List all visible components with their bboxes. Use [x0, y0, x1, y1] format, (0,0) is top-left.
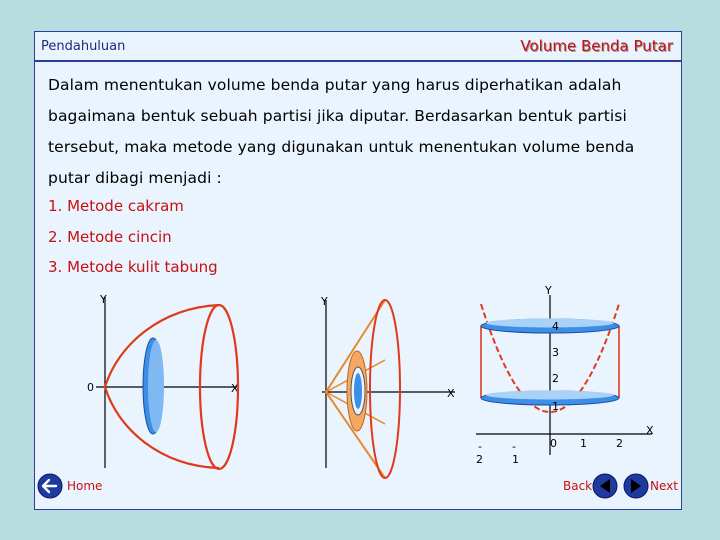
- figure-disk-method: [87, 293, 239, 469]
- y-axis-label: Y: [321, 295, 328, 308]
- home-button-label[interactable]: Home: [67, 479, 103, 493]
- x-tick: 2: [616, 437, 623, 450]
- bottom-ring-face: [486, 391, 614, 400]
- method-item: 3. Metode kulit tabung: [48, 258, 218, 276]
- x-axis-label: X: [646, 424, 654, 437]
- top-ring-face: [486, 319, 614, 328]
- origin-label: 0: [87, 381, 94, 394]
- x-axis-label: X: [447, 387, 455, 400]
- figure-washer-method: [320, 295, 455, 478]
- y-tick: 1: [552, 400, 559, 413]
- y-axis-label: Y: [545, 284, 552, 297]
- x-tick-minus-sign: -: [512, 440, 516, 453]
- slide-title: Volume Benda Putar: [520, 37, 673, 55]
- home-button-icon[interactable]: [38, 474, 62, 498]
- back-button-icon[interactable]: [593, 474, 617, 498]
- x-tick: 2: [476, 453, 483, 466]
- x-tick-minus-sign: -: [478, 440, 482, 453]
- y-tick: 4: [552, 320, 559, 333]
- x-axis-label: X: [231, 382, 239, 395]
- x-tick: 0: [550, 437, 557, 450]
- disk-face: [148, 340, 164, 432]
- washer-inner-band: [354, 373, 362, 409]
- y-tick: 2: [552, 372, 559, 385]
- end-ellipse: [370, 300, 400, 478]
- y-tick: 3: [552, 346, 559, 359]
- method-item: 2. Metode cincin: [48, 227, 172, 246]
- back-button-label[interactable]: Back: [563, 479, 593, 493]
- x-tick: 1: [512, 453, 519, 466]
- next-button-icon[interactable]: [624, 474, 648, 498]
- intro-paragraph: Dalam menentukan volume benda putar yang harus diperhatikan adalah bagaimana bentuk sebuah partisi jika diputar. Berdasarkan bentuk partisi tersebut, maka metode yang digunakan untuk menentukan volume benda putar dibagi menjadi :: [48, 76, 635, 187]
- figure-shell-method: [476, 284, 654, 466]
- x-tick: 1: [580, 437, 587, 450]
- next-button-label[interactable]: Next: [650, 479, 678, 493]
- section-label: Pendahuluan: [41, 39, 126, 54]
- method-item: 1. Metode cakram: [48, 197, 184, 215]
- y-axis-label: Y: [100, 293, 107, 306]
